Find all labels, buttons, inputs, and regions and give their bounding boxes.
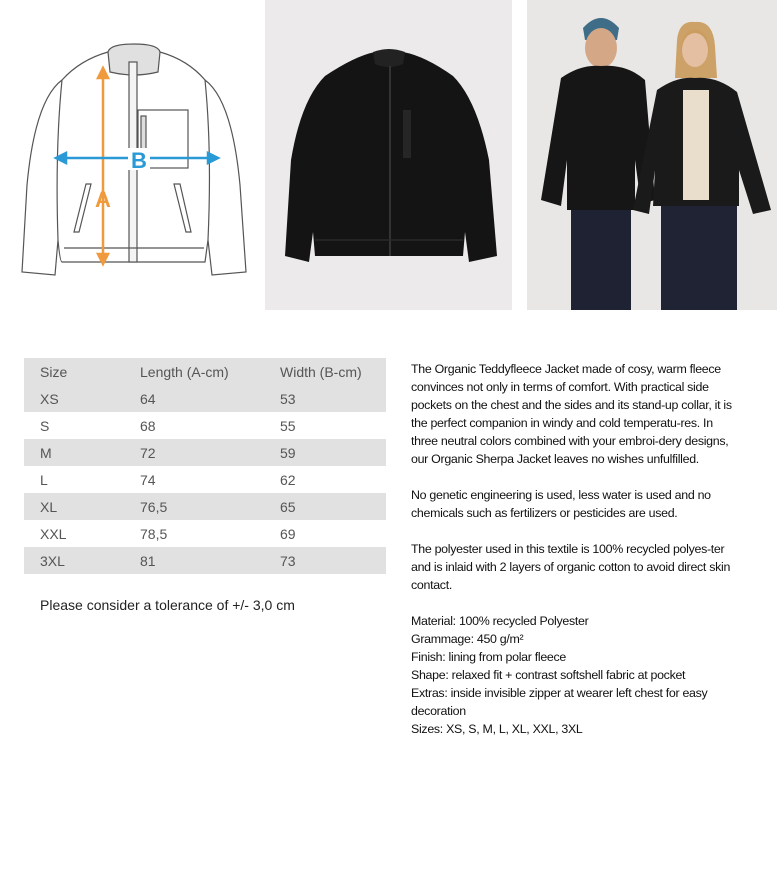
table-row <box>24 385 386 412</box>
length-cell: 72 <box>140 444 156 461</box>
length-cell: 68 <box>140 417 156 434</box>
table-row <box>24 412 386 439</box>
length-arrow <box>98 68 108 264</box>
table-row <box>24 520 386 547</box>
description-paragraph: The polyester used in this textile is 100% recycled polyes-ter and is inlaid with 2 layers of organic cotton to avoid direct skin contact. <box>411 542 731 592</box>
models-drawing <box>527 0 777 310</box>
width-cell: 55 <box>280 417 296 434</box>
width-cell: 62 <box>280 471 296 488</box>
spec-list <box>411 612 736 738</box>
header-width: Width (B-cm) <box>280 363 362 380</box>
size-cell: XXL <box>40 525 67 542</box>
length-cell: 74 <box>140 471 156 488</box>
header-length: Length (A-cm) <box>140 363 229 380</box>
spec-extras: Extras: inside invisible zipper at wearer left chest for easy decoration <box>411 686 708 718</box>
width-cell: 59 <box>280 444 296 461</box>
product-description <box>411 360 736 738</box>
length-cell: 64 <box>140 390 156 407</box>
size-cell: S <box>40 417 50 434</box>
size-cell: M <box>40 444 52 461</box>
size-table <box>24 358 386 574</box>
black-jacket-drawing <box>265 0 512 310</box>
header-size: Size <box>40 363 68 380</box>
width-cell: 73 <box>280 552 296 569</box>
tolerance-note: Please consider a tolerance of +/- 3,0 cm <box>40 597 295 613</box>
width-cell: 53 <box>280 390 296 407</box>
size-cell: XL <box>40 498 58 515</box>
jacket-product-photo <box>265 0 512 310</box>
table-row <box>24 439 386 466</box>
width-cell: 65 <box>280 498 296 515</box>
size-cell: L <box>40 471 48 488</box>
length-cell: 78,5 <box>140 525 168 542</box>
description-paragraph: The Organic Teddyfleece Jacket made of cosy, warm fleece convinces not only in terms of comfort. With practical side pockets on the chest and the sides and its stand-up collar, it is the perfect companion in windy and cold temperatu-res. In three neutral colors combined with your embroi-dery designs, our Organic Sherpa Jacket leaves no wishes unfulfilled. <box>411 362 732 466</box>
spec-sizes: Sizes: XS, S, M, L, XL, XXL, 3XL <box>411 722 583 736</box>
jacket-sketch-image <box>0 0 262 310</box>
table-row <box>24 466 386 493</box>
label-a: A <box>95 187 111 212</box>
length-cell: 76,5 <box>140 498 168 515</box>
models-photo <box>527 0 777 310</box>
width-cell: 69 <box>280 525 296 542</box>
spec-grammage: Grammage: 450 g/m² <box>411 632 524 646</box>
table-row <box>24 493 386 520</box>
size-cell: XS <box>40 390 59 407</box>
jacket-sketch-drawing <box>0 0 262 310</box>
spec-shape: Shape: relaxed fit + contrast softshell fabric at pocket <box>411 668 686 682</box>
table-row <box>24 547 386 574</box>
size-cell: 3XL <box>40 552 65 569</box>
label-b: B <box>131 148 147 173</box>
table-header-row <box>24 358 386 385</box>
spec-material: Material: 100% recycled Polyester <box>411 614 589 628</box>
spec-finish: Finish: lining from polar fleece <box>411 650 566 664</box>
length-cell: 81 <box>140 552 156 569</box>
description-paragraph: No genetic engineering is used, less water is used and no chemicals such as fertilizers or pesticides are used. <box>411 488 711 520</box>
